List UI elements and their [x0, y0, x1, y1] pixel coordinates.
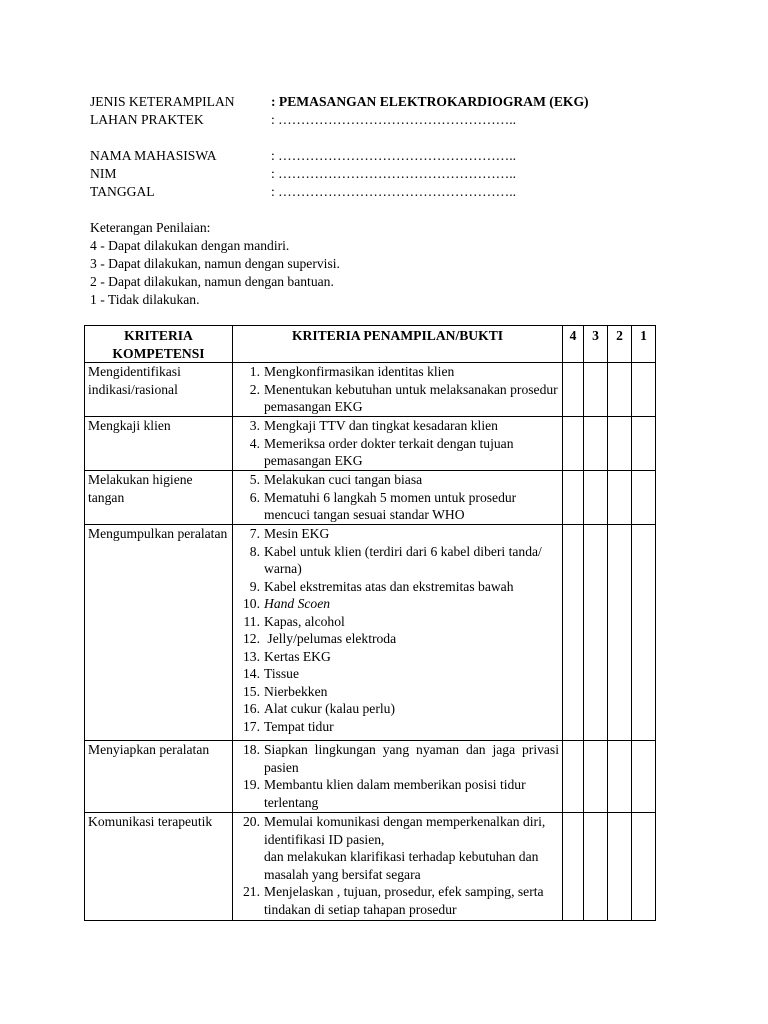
item-text: Mengkaji TTV dan tingkat kesadaran klien	[264, 418, 498, 433]
table-row	[85, 741, 656, 813]
competency-criterion: Menyiapkan peralatan	[85, 741, 233, 813]
item-text: Mengkonfirmasikan identitas klien	[264, 364, 455, 379]
score-cell-1[interactable]	[632, 417, 656, 471]
list-item	[236, 363, 559, 381]
item-text: Kapas, alcohol	[264, 613, 345, 629]
scoring-legend-item: 2 - Dapat dilakukan, namun dengan bantuan.	[90, 274, 334, 289]
header-score-1: 1	[632, 326, 656, 363]
score-cell-2[interactable]	[608, 813, 632, 921]
item-text: Tissue	[264, 666, 300, 681]
jenis-keterampilan-label: JENIS KETERAMPILAN	[90, 94, 235, 109]
nama-mahasiswa-value: : ……………………………………………..	[271, 148, 517, 163]
score-cell-2[interactable]	[608, 417, 632, 471]
item-number: 8.	[249, 543, 260, 559]
scoring-legend-item: 4 - Dapat dilakukan dengan mandiri.	[90, 238, 290, 253]
score-cell-4[interactable]	[563, 741, 584, 813]
item-number: 14.	[243, 666, 260, 681]
tanggal-value: : ……………………………………………..	[271, 184, 517, 199]
item-text: Memulai komunikasi dengan memperkenalkan diri, identifikasi ID pasien,	[264, 814, 546, 847]
item-number: 16.	[243, 701, 260, 716]
list-item	[236, 543, 559, 578]
item-number: 10.	[243, 596, 260, 611]
form-header	[90, 93, 589, 201]
performance-criteria-cell	[233, 741, 563, 813]
header-kriteria-kompetensi: KRITERIA KOMPETENSI	[85, 326, 233, 363]
item-number: 5.	[249, 472, 260, 487]
item-number: 15.	[243, 683, 260, 699]
score-cell-4[interactable]	[563, 813, 584, 921]
list-item	[236, 883, 559, 918]
score-cell-1[interactable]	[632, 741, 656, 813]
item-number: 2.	[249, 381, 260, 397]
tanggal-row	[90, 183, 589, 201]
item-text: Memeriksa order dokter terkait dengan tujuan pemasangan EKG	[264, 435, 514, 468]
item-text: Siapkan lingkungan yang nyaman dan jaga privasi pasien	[264, 742, 559, 775]
item-text: Menjelaskan , tujuan, prosedur, efek samping, serta tindakan di setiap tahapan prosedur	[264, 884, 544, 917]
score-cell-3[interactable]	[584, 417, 608, 471]
performance-criteria-cell	[233, 471, 563, 525]
list-item	[236, 525, 559, 543]
header-score-4: 4	[563, 326, 584, 363]
list-item	[236, 417, 559, 435]
score-cell-1[interactable]	[632, 471, 656, 525]
item-text: Tempat tidur	[264, 718, 334, 734]
list-item	[236, 578, 559, 596]
score-cell-4[interactable]	[563, 525, 584, 741]
list-item	[236, 848, 559, 883]
lahan-praktek-value: : ……………………………………………..	[271, 112, 517, 127]
score-cell-3[interactable]	[584, 525, 608, 741]
score-cell-3[interactable]	[584, 363, 608, 417]
item-text: Alat cukur (kalau perlu)	[264, 701, 395, 716]
item-text: Mematuhi 6 langkah 5 momen untuk prosedur mencuci tangan sesuai standar WHO	[264, 489, 517, 522]
competency-criterion: Mengumpulkan peralatan	[85, 525, 233, 741]
scoring-legend	[90, 219, 340, 309]
item-number: 1.	[249, 364, 260, 379]
item-number: 12.	[243, 631, 260, 646]
score-cell-1[interactable]	[632, 363, 656, 417]
item-text: Hand Scoen	[264, 596, 331, 611]
list-item	[236, 683, 559, 701]
score-cell-3[interactable]	[584, 813, 608, 921]
list-item	[236, 435, 559, 470]
nama-mahasiswa-row	[90, 147, 589, 165]
performance-criteria-cell	[233, 417, 563, 471]
item-number: 7.	[249, 526, 260, 541]
table-row	[85, 471, 656, 525]
jenis-keterampilan-text: : PEMASANGAN ELEKTROKARDIOGRAM (EKG)	[271, 94, 589, 109]
score-cell-1[interactable]	[632, 525, 656, 741]
list-item	[236, 595, 559, 613]
list-item	[236, 776, 559, 811]
score-cell-2[interactable]	[608, 525, 632, 741]
score-cell-4[interactable]	[563, 471, 584, 525]
assessment-table	[84, 325, 656, 921]
tanggal-label: TANGGAL	[90, 184, 155, 199]
table-row	[85, 813, 656, 921]
competency-criterion: Mengkaji klien	[85, 417, 233, 471]
item-text: Kabel ekstremitas atas dan ekstremitas bawah	[264, 578, 514, 594]
list-item	[236, 648, 559, 666]
table-header-row	[85, 326, 656, 363]
score-cell-1[interactable]	[632, 813, 656, 921]
item-text: Jelly/pelumas elektroda	[264, 631, 397, 646]
score-cell-2[interactable]	[608, 471, 632, 525]
list-item	[236, 489, 559, 524]
list-item	[236, 813, 559, 848]
header-score-2: 2	[608, 326, 632, 363]
item-number: 20.	[243, 814, 260, 829]
competency-criterion: Komunikasi terapeutik	[85, 813, 233, 921]
item-text: Kertas EKG	[264, 648, 331, 664]
nama-mahasiswa-label: NAMA MAHASISWA	[90, 148, 217, 163]
lahan-praktek-label: LAHAN PRAKTEK	[90, 112, 204, 127]
item-number	[236, 848, 264, 883]
header-kriteria-penampilan: KRITERIA PENAMPILAN/BUKTI	[233, 326, 563, 363]
scoring-legend-title: Keterangan Penilaian:	[90, 220, 211, 235]
item-text: Melakukan cuci tangan biasa	[264, 472, 423, 487]
list-item	[236, 665, 559, 683]
table-row	[85, 417, 656, 471]
list-item	[236, 613, 559, 631]
item-text: Mesin EKG	[264, 526, 330, 541]
score-cell-4[interactable]	[563, 417, 584, 471]
scoring-legend-item: 3 - Dapat dilakukan, namun dengan supervisi.	[90, 256, 340, 271]
item-text: Nierbekken	[264, 683, 328, 699]
performance-criteria-cell	[233, 813, 563, 921]
lahan-praktek-row	[90, 111, 589, 129]
scoring-legend-item: 1 - Tidak dilakukan.	[90, 292, 200, 307]
performance-criteria-cell	[233, 525, 563, 741]
list-item	[236, 741, 559, 776]
item-number: 3.	[249, 418, 260, 433]
item-number: 13.	[243, 648, 260, 664]
item-text: Menentukan kebutuhan untuk melaksanakan prosedur pemasangan EKG	[264, 381, 558, 414]
item-number: 6.	[249, 489, 260, 505]
score-cell-3[interactable]	[584, 741, 608, 813]
item-text: Membantu klien dalam memberikan posisi tidur terlentang	[264, 777, 526, 810]
competency-criterion: Mengidentifikasi indikasi/rasional	[85, 363, 233, 417]
nim-label: NIM	[90, 166, 117, 181]
item-number: 9.	[249, 578, 260, 594]
item-number: 19.	[243, 777, 260, 792]
list-item	[236, 718, 559, 736]
score-cell-4[interactable]	[563, 363, 584, 417]
jenis-keterampilan-value	[271, 93, 589, 111]
item-number: 11.	[243, 613, 260, 629]
score-cell-2[interactable]	[608, 741, 632, 813]
header-score-3: 3	[584, 326, 608, 363]
item-text: Kabel untuk klien (terdiri dari 6 kabel diberi tanda/ warna)	[264, 543, 542, 576]
jenis-keterampilan-row	[90, 93, 589, 111]
score-cell-3[interactable]	[584, 471, 608, 525]
list-item	[236, 471, 559, 489]
item-number: 4.	[249, 435, 260, 451]
score-cell-2[interactable]	[608, 363, 632, 417]
list-item	[236, 700, 559, 718]
table-row	[85, 363, 656, 417]
nim-value: : ……………………………………………..	[271, 166, 517, 181]
list-item	[236, 381, 559, 416]
list-item	[236, 630, 559, 648]
performance-criteria-cell	[233, 363, 563, 417]
item-number: 21.	[243, 884, 260, 899]
table-row	[85, 525, 656, 741]
item-number: 18.	[243, 742, 260, 757]
competency-criterion: Melakukan higiene tangan	[85, 471, 233, 525]
nim-row	[90, 165, 589, 183]
item-text: dan melakukan klarifikasi terhadap kebutuhan dan masalah yang bersifat segara	[264, 849, 539, 882]
item-number: 17.	[243, 718, 260, 734]
